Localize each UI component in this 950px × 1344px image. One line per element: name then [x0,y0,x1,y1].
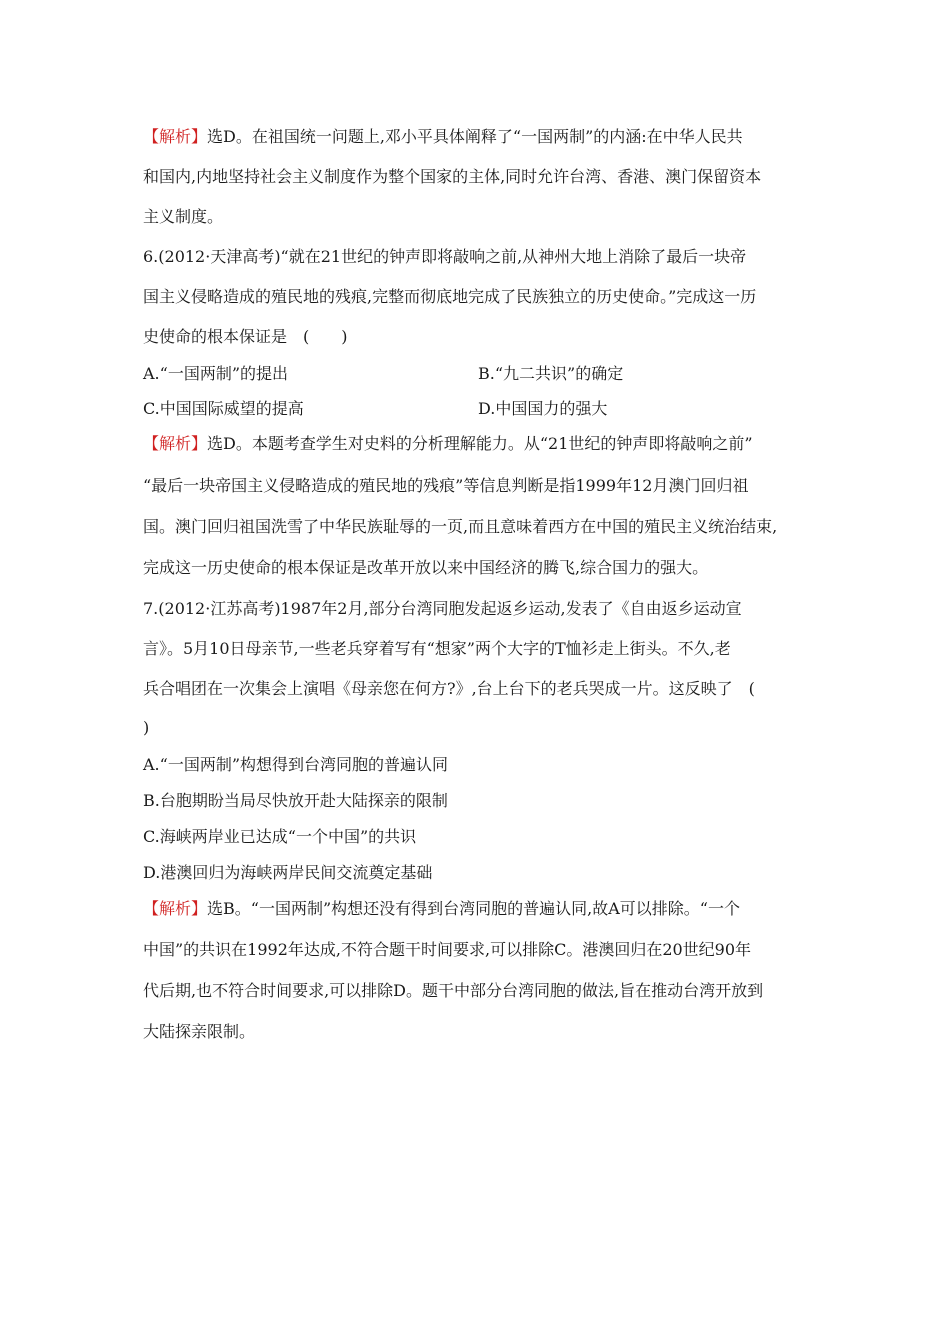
question-7-analysis: 中国”的共识在1992年达成,不符合题干时间要求,可以排除C。港澳回归在20世纪90年 [143,940,752,959]
question-7-option-b: B.台胞期盼当局尽快放开赴大陆探亲的限制 [143,791,448,810]
analysis-line: 和国内,内地坚持社会主义制度作为整个国家的主体,同时允许台湾、香港、澳门保留资本 [143,167,762,186]
question-7-analysis: 大陆探亲限制。 [143,1022,256,1041]
question-7-option-c: C.海峡两岸业已达成“一个中国”的共识 [143,827,417,846]
question-6-analysis: 国。澳门回归祖国洗雪了中华民族耻辱的一页,而且意味着西方在中国的殖民主义统治结束, [143,517,778,536]
question-6-analysis: “最后一块帝国主义侵略造成的殖民地的残痕”等信息判断是指1999年12月澳门回归祖 [143,476,749,495]
analysis-line [143,127,743,147]
question-7-stem: 言》。5月10日母亲节,一些老兵穿着写有“想家”两个大字的T恤衫走上街头。不久,老 [143,639,731,658]
question-7-option-d: D.港澳回归为海峡两岸民间交流奠定基础 [143,863,433,882]
question-6-stem: 6.(2012·天津高考)“就在21世纪的钟声即将敲响之前,从神州大地上消除了最后一块帝 [143,247,747,266]
analysis-label: 【解析】 [143,434,208,453]
question-7-option-a: A.“一国两制”构想得到台湾同胞的普遍认同 [143,755,449,774]
analysis-text: 选D。本题考查学生对史料的分析理解能力。从“21世纪的钟声即将敲响之前” [207,434,753,453]
analysis-text: 选B。“一国两制”构想还没有得到台湾同胞的普遍认同,故A可以排除。“一个 [207,899,740,918]
question-6-stem: 史使命的根本保证是 ( ) [143,327,348,346]
question-7-stem: 兵合唱团在一次集会上演唱《母亲您在何方?》,台上台下的老兵哭成一片。这反映了 ( [143,679,755,698]
analysis-text: 选D。在祖国统一问题上,邓小平具体阐释了“一国两制”的内涵:在中华人民共 [207,127,743,146]
question-6-analysis: 完成这一历史使命的根本保证是改革开放以来中国经济的腾飞,综合国力的强大。 [143,558,709,577]
analysis-line: 主义制度。 [143,207,224,226]
question-6-option-b: B.“九二共识”的确定 [478,364,624,383]
question-6-stem: 国主义侵略造成的殖民地的残痕,完整而彻底地完成了民族独立的历史使命。”完成这一历 [143,287,757,306]
question-6-analysis [143,434,753,454]
question-6-option-a: A.“一国两制”的提出 [143,364,289,383]
question-7-stem: ) [143,718,150,737]
analysis-label: 【解析】 [143,127,208,146]
question-7-stem: 7.(2012·江苏高考)1987年2月,部分台湾同胞发起返乡运动,发表了《自由返乡运动宣 [143,599,742,618]
question-7-analysis [143,899,740,919]
analysis-label: 【解析】 [143,899,208,918]
question-6-option-d: D.中国国力的强大 [478,399,608,418]
question-7-analysis: 代后期,也不符合时间要求,可以排除D。题干中部分台湾同胞的做法,旨在推动台湾开放到 [143,981,764,1000]
question-6-option-c: C.中国国际威望的提高 [143,399,304,418]
